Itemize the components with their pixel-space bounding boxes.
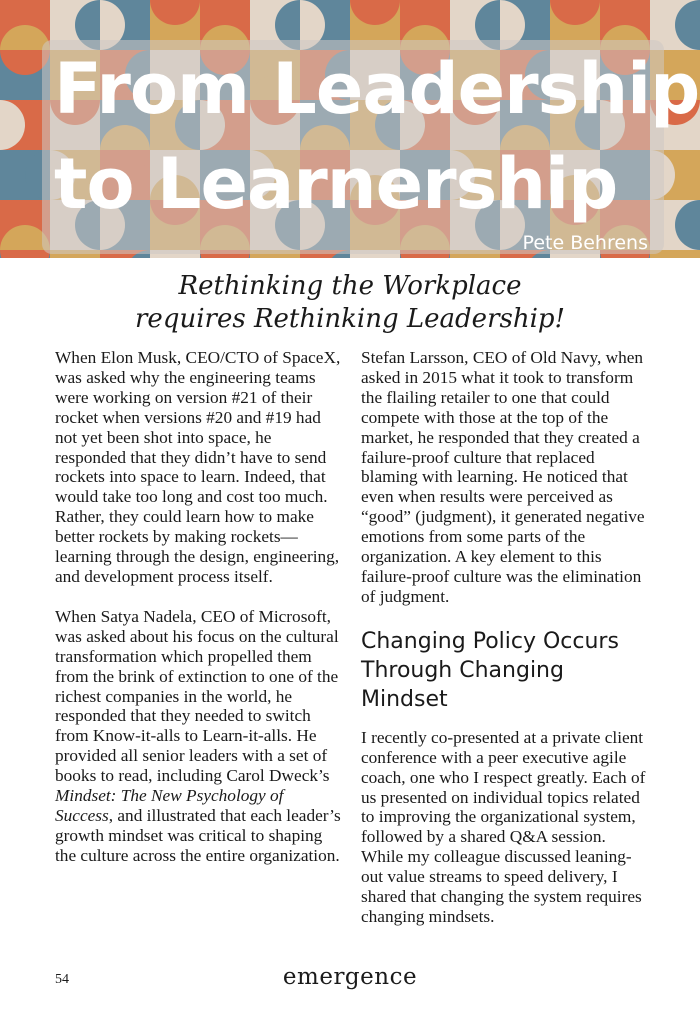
paragraph-copresented: I recently co-presented at a private client conference with a peer executive agile coach, one who I respect greatly. Each of us presented on individual topics related to improving the organizational system, followed by a shared Q&A session. While my colleague discussed leaning-out value streams to speed delivery, I shared that changing the system requires changing mindsets.	[361, 727, 646, 926]
author-name: Pete Behrens	[522, 232, 648, 254]
paragraph-larsson: Stefan Larsson, CEO of Old Navy, when asked in 2015 what it took to transform the flailing retailer to one that could compete with those at the top of the market, he responded that they created a failure-proof culture that replaced blaming with learning. He noticed that even when results were perceived as “good” (judgment), it generated negative emotions from some parts of the organization. A key element to this failure-proof culture was the elimination of judgment.	[361, 348, 645, 606]
book-title: Mindset: The New Psychology of Success	[55, 786, 284, 825]
article-title	[54, 42, 699, 232]
subtitle-line-1: Rethinking the Workplace	[178, 271, 522, 301]
magazine-brand: emergence	[282, 964, 418, 990]
pattern-half-circle	[0, 250, 50, 258]
nadela-text-after: , and illustrated that each leader’s growth mindset was critical to shaping the culture across the entire organization.	[55, 805, 341, 865]
left-column	[55, 348, 345, 886]
hero-banner	[0, 0, 700, 258]
article-subtitle	[0, 270, 700, 336]
page-number: 54	[55, 972, 69, 987]
paragraph-musk: When Elon Musk, CEO/CTO of SpaceX, was asked why the engineering teams were working on version #21 of their rocket when versions #20 and #19 had not yet been shot into space, he responded that they didn’t have to send rockets into space to learn. Indeed, that would take too long and cost too much. Rather, they could learn how to make better rockets by making rockets—learning through the design, engineering, and development process itself.	[55, 348, 341, 586]
title-line-2: to Learnership	[54, 143, 618, 225]
section-heading: Changing Policy Occurs Through Changing Mindset	[361, 628, 619, 712]
subtitle-line-2: requires Rethinking Leadership!	[135, 304, 565, 334]
paragraph-nadela	[55, 607, 345, 866]
nadela-text-before: When Satya Nadela, CEO of Microsoft, was asked about his focus on the cultural transformation which propelled them from the brink of extinction to one of the richest companies in the world, he responded that they needed to switch from Know-it-alls to Learn-it-alls. He provided all senior leaders with a set of books to read, including Carol Dweck’s	[55, 606, 339, 786]
right-column	[361, 348, 651, 947]
title-line-1: From Leadership	[54, 48, 700, 130]
